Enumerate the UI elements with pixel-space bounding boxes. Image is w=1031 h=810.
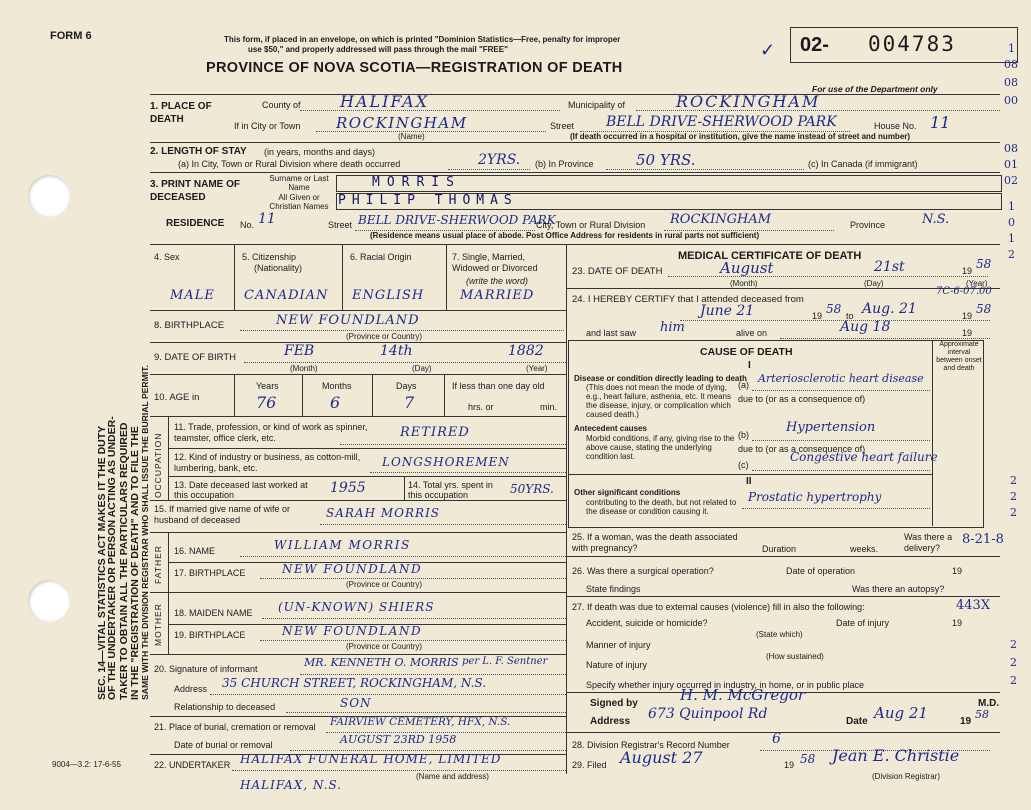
margin-code-1: 1 (1008, 42, 1015, 55)
death-month: August (720, 259, 774, 277)
dob-month: FEB (284, 343, 315, 359)
other-conditions-value: Prostatic hypertrophy (748, 490, 882, 504)
burial-value: FAIRVIEW CEMETERY, HFX, N.S. (330, 716, 511, 728)
residence-prov-value: N.S. (922, 212, 950, 227)
city-value: ROCKINGHAM (336, 114, 468, 132)
pregnancy-label: 25. If a woman, was the death associated with pregnancy? (572, 532, 738, 553)
stay-city-label: (a) In City, Town or Rural Division where death occurred (178, 159, 401, 169)
signed-yr: 19 (960, 716, 972, 727)
total-years-label: 14. Total yrs. spent in this occupation (408, 480, 493, 500)
dob-day: 14th (380, 343, 413, 359)
father-label: FATHER (153, 545, 163, 584)
municipality-value: ROCKINGHAM (676, 92, 821, 111)
attended-to-label: to (846, 311, 854, 321)
antecedent-note: Morbid conditions, if any, giving rise to the above cause, stating the underlying condition last. (586, 434, 735, 461)
state-which-label: (State which) (756, 630, 803, 639)
residence-street-label: Street (328, 220, 353, 230)
father-birthplace-value: NEW FOUNDLAND (282, 562, 423, 576)
attended-yr-prefix-1: 19 (812, 311, 823, 321)
margin-code-15: 2 (1010, 490, 1017, 503)
last-worked-label: 13. Date deceased last worked at this occupation (174, 480, 308, 500)
death-year-prefix: 19 (962, 266, 973, 276)
residence-note: (Residence means usual place of abode. Post Office Address for residents in rural parts not sufficient) (370, 231, 760, 240)
death-year: 58 (976, 257, 992, 271)
county-value: HALIFAX (340, 92, 430, 111)
registration-number: 004783 (868, 32, 956, 56)
medical-title: MEDICAL CERTIFICATE OF DEATH (678, 250, 862, 262)
filed-yr-2: 58 (800, 752, 816, 766)
injury-date-label: Date of injury (836, 618, 890, 628)
death-day-label: (Day) (864, 279, 884, 288)
registration-prefix: 02- (800, 34, 829, 56)
print-name-label: 3. PRINT NAME OF DECEASED (150, 179, 241, 203)
mother-birthplace-sub: (Province or Country) (346, 642, 423, 651)
undertaker-label: 22. UNDERTAKER (154, 760, 231, 770)
relationship-label: Relationship to deceased (174, 702, 276, 712)
antecedent-label: Antecedent causes (574, 424, 647, 433)
death-year-label: (Year) (966, 279, 988, 288)
surgery-findings: State findings (586, 584, 641, 594)
margin-code-3: 08 (1004, 76, 1018, 89)
residence-prov-label: Province (850, 220, 886, 230)
given-name-value: PHILIP THOMAS (338, 193, 518, 208)
dept-use-note: For use of the Department only (812, 84, 938, 94)
signed-by-value: H. M. McGregor (680, 686, 806, 704)
hospital-note: (If death occurred in a hospital or institution, give the name instead of street and number) (570, 132, 911, 141)
attended-yr-2: 58 (976, 302, 992, 316)
form-title: PROVINCE OF NOVA SCOTIA—REGISTRATION OF DEATH (206, 60, 623, 76)
burial-date-label: Date of burial or removal (174, 740, 273, 750)
relationship-value: SON (340, 696, 372, 710)
signed-date-label: Date (846, 716, 868, 727)
cause-a-value: Arteriosclerotic heart disease (758, 372, 924, 385)
age-days-label: Days (396, 381, 417, 391)
due-to-label-1: due to (or as a consequence of) (738, 394, 866, 404)
undertaker-sub: (Name and address) (416, 772, 489, 781)
father-name-label: 16. NAME (174, 546, 216, 556)
age-note: If less than one day old (452, 381, 545, 391)
surname-value: MORRIS (372, 175, 461, 190)
direct-cause-label: Disease or condition directly leading to death (574, 374, 747, 383)
mother-label: MOTHER (153, 603, 163, 646)
street-value: BELL DRIVE-SHERWOOD PARK (606, 114, 837, 130)
mother-maiden-value: (UN-KNOWN) SHIERS (278, 600, 435, 614)
cause-roman-1: I (748, 360, 751, 371)
undertaker-value: HALIFAX FUNERAL HOME, LIMITED (240, 752, 502, 766)
age-years-label: Years (256, 381, 279, 391)
name-label: (Name) (398, 132, 425, 141)
burial-label: 21. Place of burial, cremation or removal (154, 722, 316, 732)
form-number: FORM 6 (50, 30, 92, 42)
cause-a: (a) (738, 380, 749, 390)
signed-md: M.D. (978, 698, 1000, 709)
margin-code-12: 8-21-8 (962, 532, 1004, 547)
informant-label: 20. Signature of informant (154, 664, 258, 674)
signed-yr-2: 58 (975, 708, 989, 721)
residence-no-label: No. (240, 220, 255, 230)
side-text-1: SEC. 14—VITAL STATISTICS ACT MAKES IT THE DUTY (96, 425, 108, 700)
given-name-label: All Given or Christian Names (269, 193, 329, 211)
birthplace-value: NEW FOUNDLAND (276, 313, 420, 328)
attended-yr-prefix-2: 19 (962, 311, 973, 321)
age-years-value: 76 (256, 393, 277, 412)
surname-label: Surname or Last Name (269, 174, 329, 192)
mailing-note-2: use $50," and properly addressed will pass through the mail "FREE" (248, 45, 508, 54)
cause-c: (c) (738, 460, 749, 470)
age-min: min. (540, 402, 558, 412)
occupation-label: OCCUPATION (153, 432, 163, 498)
external-causes-label: 27. If death was due to external causes (violence) fill in also the following: (572, 602, 865, 612)
cause-roman-2: II (746, 476, 752, 487)
racial-origin-value: ENGLISH (352, 288, 425, 303)
age-months-value: 6 (330, 393, 341, 412)
attended-yr-1: 58 (826, 302, 842, 316)
age-days-value: 7 (404, 393, 415, 412)
death-month-label: (Month) (730, 279, 758, 288)
side-text-3: TAKER TO OBTAIN ALL THE PARTICULARS REQUIRED (118, 422, 130, 700)
spouse-label: 15. If married give name of wife or husband of deceased (154, 504, 291, 525)
approx-interval-label: Approximate interval between onset and death (936, 341, 982, 372)
residence-street-value: BELL DRIVE-SHERWOOD PARK (358, 213, 556, 227)
record-number-label: 28. Division Registrar's Record Number (572, 740, 730, 750)
father-birthplace-sub: (Province or Country) (346, 580, 423, 589)
mother-birthplace-label: 19. BIRTHPLACE (174, 630, 246, 640)
specify-label: Specify whether injury occurred in industry, in home, or in public place (586, 680, 864, 690)
signed-address-value: 673 Quinpool Rd (648, 706, 768, 722)
age-months-label: Months (322, 381, 352, 391)
last-worked-value: 1955 (330, 480, 366, 496)
length-of-stay-label: 2. LENGTH OF STAY (150, 146, 247, 157)
margin-code-5: 08 (1004, 142, 1018, 155)
mother-maiden-label: 18. MAIDEN NAME (174, 608, 253, 618)
father-name-value: WILLIAM MORRIS (274, 538, 411, 552)
surgery-yr: 19 (952, 566, 963, 576)
marital-value: MARRIED (460, 288, 535, 303)
stay-province-value: 50 YRS. (636, 151, 696, 169)
side-text-4: IN THE "REGISTRATION OF DEATH" AND TO FILE THE (129, 426, 141, 700)
informant-per: per L. F. Sentner (462, 656, 548, 667)
surgery-date-label: Date of operation (786, 566, 856, 576)
margin-code-11: 2 (1008, 248, 1015, 261)
how-sustained-label: (How sustained) (766, 652, 824, 661)
birthplace-label: 8. BIRTHPLACE (154, 320, 225, 331)
cause-title: CAUSE OF DEATH (700, 346, 793, 358)
certify-label: 24. I HEREBY CERTIFY that I attended deceased from (572, 294, 804, 305)
margin-code-17: 2 (1010, 638, 1017, 651)
dob-month-label: (Month) (290, 364, 318, 373)
total-years-value: 50YRS. (510, 482, 554, 496)
place-of-death-label: 1. PLACE OF DEATH (150, 101, 212, 125)
punch-hole-bottom (28, 580, 70, 622)
filed-value: August 27 (620, 748, 703, 767)
record-number-value: 6 (772, 731, 781, 747)
stamp-code: 7C-6-07.00 (936, 286, 992, 297)
other-conditions-label: Other significant conditions (574, 488, 681, 497)
margin-code-7: 02 (1004, 174, 1018, 187)
last-saw-label: and last saw (586, 328, 637, 338)
cause-b-value: Hypertension (786, 420, 876, 435)
last-saw-him: him (660, 320, 685, 335)
city-label: If in City or Town (234, 121, 301, 131)
alive-yr-prefix: 19 (962, 328, 973, 338)
residence-city-value: ROCKINGHAM (670, 212, 772, 227)
sex-value: MALE (170, 288, 215, 303)
filed-yr: 19 (784, 760, 795, 770)
death-day: 21st (874, 259, 905, 275)
margin-code-18: 2 (1010, 656, 1017, 669)
marital-label: 7. Single, Married, Widowed or Divorced (452, 252, 538, 273)
side-text-5-visible: SAME WITH THE DIVISION REGISTRAR WHO SHALL ISSUE THE BURIAL PERMIT. (140, 365, 150, 700)
residence-label: RESIDENCE (166, 218, 225, 229)
footer-code: 9004—3.2: 17-6-55 (52, 760, 121, 769)
registrar-label: (Division Registrar) (872, 772, 941, 781)
check-mark: ✓ (760, 40, 776, 60)
surgery-label: 26. Was there a surgical operation? (572, 566, 714, 576)
citizenship-label: 5. Citizenship (242, 252, 297, 262)
stay-canada-label: (c) In Canada (if immigrant) (808, 159, 918, 169)
birthplace-sub: (Province or Country) (346, 332, 423, 341)
alive-label: alive on (736, 328, 768, 338)
margin-code-6: 01 (1004, 158, 1018, 171)
trade-value: RETIRED (400, 425, 470, 440)
house-value: 11 (930, 113, 951, 132)
margin-code-14: 2 (1010, 474, 1017, 487)
registrar-signature: Jean E. Christie (832, 746, 960, 765)
burial-date-value: AUGUST 23RD 1958 (340, 733, 457, 746)
pregnancy-weeks: weeks. (850, 544, 879, 554)
industry-label: 12. Kind of industry or business, as cotton-mill, lumbering, bank, etc. (174, 452, 361, 473)
punch-hole-top (28, 175, 70, 217)
nature-label: Nature of injury (586, 660, 648, 670)
mother-birthplace-value: NEW FOUNDLAND (282, 624, 423, 638)
industry-value: LONGSHOREMEN (382, 455, 510, 469)
stay-city-value: 2YRS. (478, 152, 521, 168)
residence-city-label: City, Town or Rural Division (536, 220, 646, 230)
marital-sub: (write the word) (466, 276, 529, 286)
pregnancy-delivery: Was there a delivery? (904, 532, 953, 553)
direct-cause-note: (This does not mean the mode of dying, e.g., heart failure, asthenia, etc. It means the disease, injury, or complication which caused death.) (586, 383, 731, 419)
sex-label: 4. Sex (154, 252, 180, 262)
cause-b: (b) (738, 430, 749, 440)
alive-on-value: Aug 18 (840, 319, 891, 335)
signed-by-label: Signed by (590, 698, 638, 709)
margin-code-8: 1 (1008, 200, 1015, 213)
manner-label: Manner of injury (586, 640, 651, 650)
informant-address-label: Address (174, 684, 208, 694)
mailing-note-1: This form, if placed in an envelope, on which is printed "Dominion Statistics—Free, penalty for improper (224, 35, 621, 44)
undertaker-value-2: HALIFAX, N.S. (240, 778, 343, 792)
informant-value: MR. KENNETH O. MORRIS (304, 656, 459, 669)
attended-to: Aug. 21 (862, 301, 917, 317)
other-conditions-note: contributing to the death, but not related to the disease or condition causing it. (586, 498, 737, 516)
margin-code-9: 0 (1008, 216, 1015, 229)
house-label: House No. (874, 121, 917, 131)
autopsy-label: Was there an autopsy? (852, 584, 945, 594)
margin-code-4: 00 (1004, 94, 1018, 107)
side-text-2: OF THE UNDERTAKER OR PERSON ACTING AS UNDER- (106, 416, 118, 700)
father-birthplace-label: 17. BIRTHPLACE (174, 568, 246, 578)
municipality-label: Municipality of (568, 100, 626, 110)
stay-province-label: (b) In Province (535, 159, 594, 169)
cause-c-value: Congestive heart failure (790, 450, 938, 464)
dob-year: 1882 (508, 343, 544, 359)
racial-origin-label: 6. Racial Origin (350, 252, 412, 262)
due-to-label-2: due to (or as a consequence of) (738, 444, 866, 454)
citizenship-sub: (Nationality) (254, 263, 303, 273)
trade-label: 11. Trade, profession, or kind of work as spinner, teamster, office clerk, etc. (174, 422, 368, 443)
length-of-stay-sub: (in years, months and days) (264, 147, 376, 157)
dob-day-label: (Day) (412, 364, 432, 373)
signed-address-label: Address (590, 716, 631, 727)
date-of-death-label: 23. DATE OF DEATH (572, 266, 663, 277)
pregnancy-duration: Duration (762, 544, 797, 554)
margin-code-16: 2 (1010, 506, 1017, 519)
county-label: County of (262, 100, 301, 110)
margin-code-2: 08 (1004, 58, 1018, 71)
filed-label: 29. Filed (572, 760, 607, 770)
accident-label: Accident, suicide or homicide? (586, 618, 708, 628)
citizenship-value: CANADIAN (244, 288, 329, 303)
margin-code-13: 443X (956, 598, 991, 613)
attended-from: June 21 (700, 303, 755, 319)
informant-address-value: 35 CHURCH STREET, ROCKINGHAM, N.S. (222, 676, 487, 690)
margin-code-10: 1 (1008, 232, 1015, 245)
signed-date-value: Aug 21 (874, 704, 928, 722)
age-hrs: hrs. or (468, 402, 494, 412)
dob-label: 9. DATE OF BIRTH (154, 352, 236, 363)
injury-yr: 19 (952, 618, 963, 628)
spouse-value: SARAH MORRIS (326, 506, 441, 520)
age-label: 10. AGE in (154, 392, 200, 403)
dob-year-label: (Year) (526, 364, 548, 373)
residence-no-value: 11 (258, 211, 276, 227)
street-label: Street (550, 121, 575, 131)
margin-code-19: 2 (1010, 674, 1017, 687)
